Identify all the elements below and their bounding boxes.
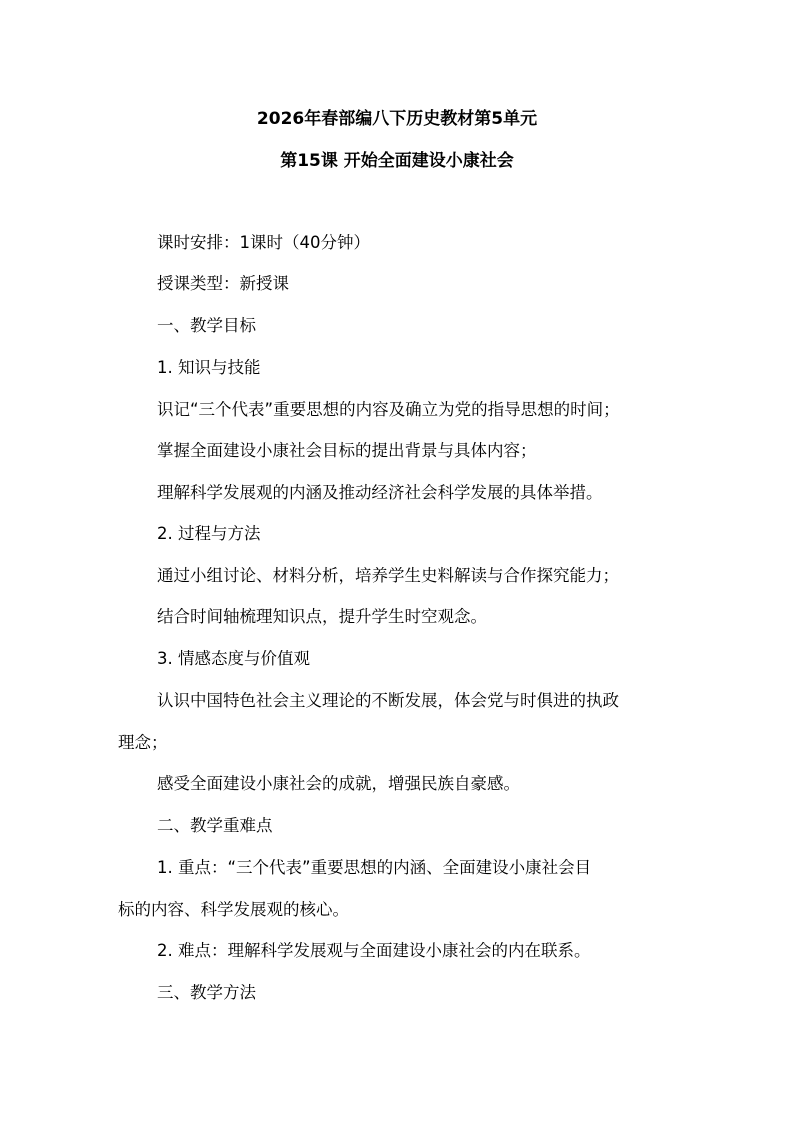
body-paragraph: 结合时间轴梳理知识点，提升学生时空观念。	[157, 607, 487, 626]
subheading-knowledge-skills: 1. 知识与技能	[157, 358, 261, 377]
document-title: 2026年春部编八下历史教材第5单元	[256, 109, 538, 129]
body-paragraph: 通过小组讨论、材料分析，培养学生史料解读与合作探究能力；	[157, 566, 619, 585]
body-paragraph: 掌握全面建设小康社会目标的提出背景与具体内容；	[157, 441, 537, 460]
subheading-process-method: 2. 过程与方法	[157, 524, 261, 543]
subheading-values: 3. 情感态度与价值观	[157, 649, 310, 668]
body-paragraph: 识记“三个代表”重要思想的内容及确立为党的指导思想的时间；	[157, 400, 620, 419]
body-paragraph-continuation: 理念；	[118, 733, 168, 752]
body-paragraph: 感受全面建设小康社会的成就，增强民族自豪感。	[157, 774, 520, 793]
body-paragraph: 理解科学发展观的内涵及推动经济社会科学发展的具体举措。	[157, 483, 603, 502]
lesson-title: 第15课 开始全面建设小康社会	[280, 151, 514, 171]
body-paragraph-continuation: 标的内容、科学发展观的核心。	[118, 900, 349, 919]
section-heading-key-points: 二、教学重难点	[157, 816, 273, 835]
section-heading-methods: 三、教学方法	[157, 983, 256, 1002]
section-heading-objectives: 一、教学目标	[157, 316, 256, 335]
difficult-point-item: 2. 难点：理解科学发展观与全面建设小康社会的内在联系。	[157, 941, 591, 960]
key-point-item: 1. 重点：“三个代表”重要思想的内涵、全面建设小康社会目	[157, 858, 592, 877]
class-hours: 课时安排：1课时（40分钟）	[157, 233, 370, 252]
body-paragraph: 认识中国特色社会主义理论的不断发展，体会党与时俱进的执政	[157, 691, 619, 710]
lesson-type: 授课类型：新授课	[157, 274, 289, 293]
